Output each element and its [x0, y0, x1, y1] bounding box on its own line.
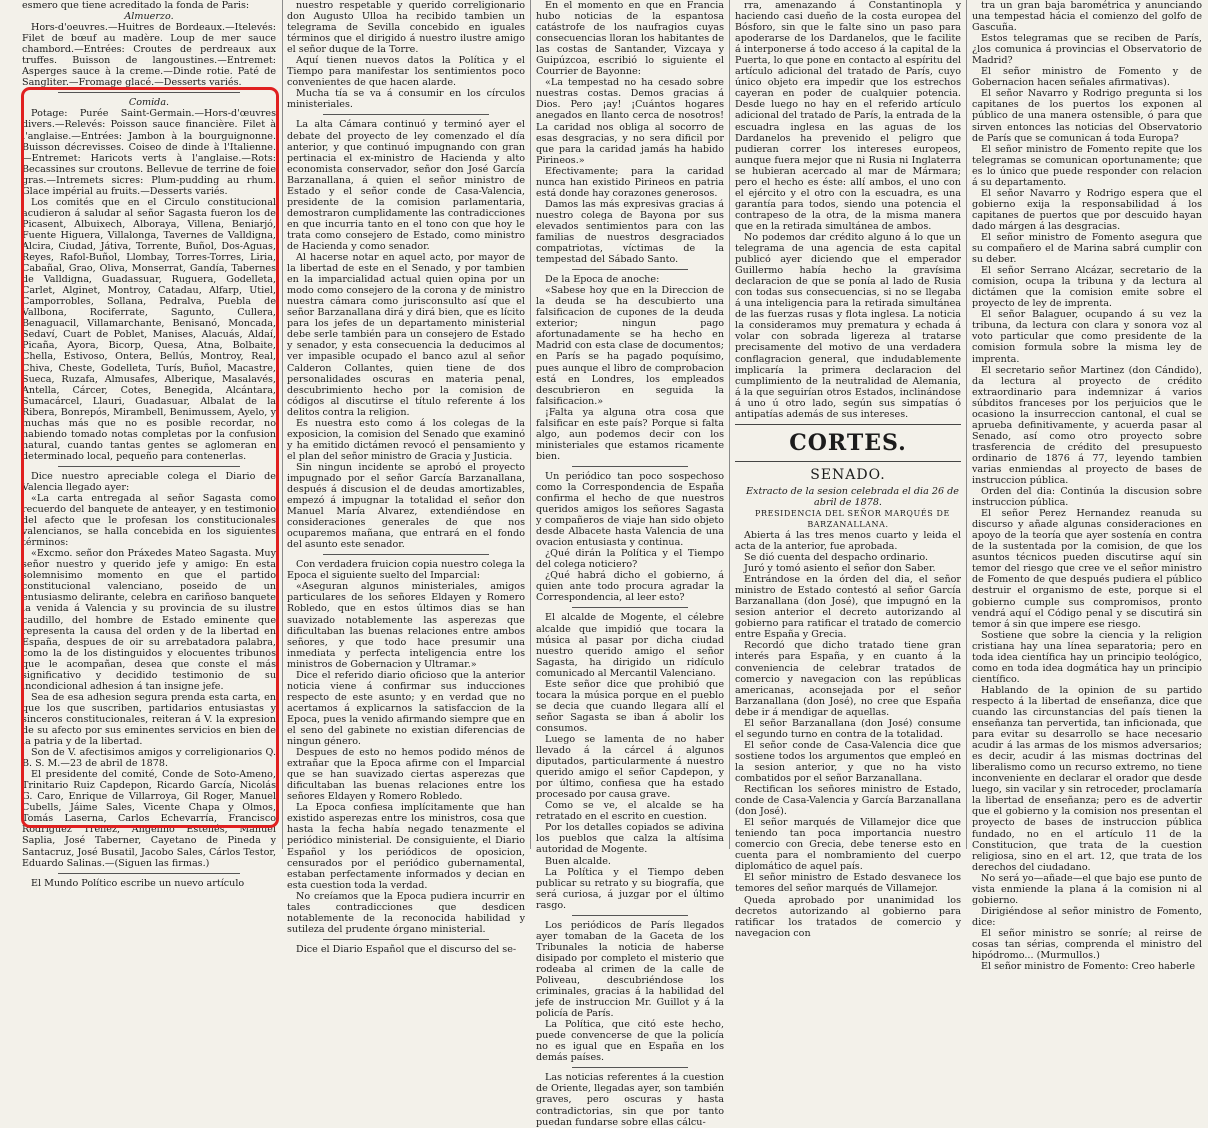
paragraph: rra, amenazando á Constantinopla y haciendo casi dueño de la costa europea del Bósforo, sin que le falte sino un paso para apoderarse de los Dardanelos, que le facilite á interponerse á todo acceso á la capital de la Puerta, lo que pone en contacto al espíritu del artículo adicional del tratado de París, cuyo único objeto era impedir que los estrechos cayeran en poder de cualquier potencia. Desde luego no hay en el referido artículo adicional del tratado de París, la entrada de la escuadra inglesa en las aguas de los Dardanelos ha prevenido el peligro que pudieran correr los intereses europeos, aunque fuera mejor que ni Rusia ni Inglaterra se hubieran acercado al mar de Mármara; pero el hecho es éste: allí ambos, el uno con el ejército y el otro con la escuadra, es una garantía para todos, siendo una potencia el contrapeso de la otra, de la misma manera que en la retirada simultánea de ambos.: [735, 0, 961, 232]
presidency-line: PRESIDENCIA DEL SEÑOR MARQUÉS DE BARZANALLANA.: [755, 508, 950, 529]
column-rule: [729, 0, 730, 849]
paragraph: Se dió cuenta del despacho ordinario.: [744, 552, 929, 564]
paragraph: El señor marqués de Villamejor dice que teniendo tan poca importancia nuestro comercio con Grecia, debe tenerse esto en cuenta para el nombramiento del cuerpo diplomático de aquel país.: [735, 817, 961, 873]
paragraph: Potage: Purée Saint-Germain.—Hors-d'œuvres divers.—Relevés: Poisson sauce financière. Filet à l'anglaise.—Entrées: Jambon à la bourguignonne. Buisson décrevisses. Coiseo de dinde à l'Italienne.—Entremet: Haricots verts à l'anglaise.—Rots: Becassines sur croutons. Bellevue de terrine de foie gras.—Intremets sicres: Plum-pudding au rhum. Glace impérial au fruits.—Desserts variés.: [22, 108, 276, 197]
paragraph: No podemos dar crédito alguno á lo que un telegrama de una agencia de esta capital publicó ayer diciendo que el emperador Guillermo había hecho la gravísima declaracion de que se ponía al lado de Rusia con todas sus consecuencias, si no se llegaba á una inteligencia para la retirada simultánea de las fuerzas rusas y flota inglesa. La noticia la consideramos muy prematura y echada á volar con sobrada ligereza al tratarse precisamente del motivo de una verdadera conflagracion general, que indudablemente implicaría la primera declaracion del cumplimiento de la neutralidad de Alemania, á la que seguirían otros Estados, inclinándose á uno ú otro lado, según sus simpatías ó antipatías además de sus intereses.: [735, 231, 961, 420]
divider: [323, 939, 489, 940]
paragraph: Dice el referido diario oficioso que la anterior noticia viene á confirmar sus inducciones respecto de este asunto; y en verdad que no acertamos á explicarnos la satisfaccion de la Epoca, pues la venido afirmando siempre que en el seno del gabinete no existian diferencias de ningun género.: [287, 669, 525, 748]
paragraph: «La tempestad no ha cesado sobre nuestras costas. Demos gracias á Dios. Pero ¡ay! ¡Cuántos hogares anegados en llanto cerca de nosotros! La caridad nos obliga al socorro de esas desgracias, y no sera dificil por que para la caridad jamás ha habido Pirineos.»: [536, 77, 724, 166]
paragraph: Recordó que dicho tratado tiene gran interés para España, y en cuanto á la conveniencia de celebrar tratados de comercio y navegacion con las repúblicas americanas, aconsejada por el señor Barzanallana (don José), no cree que España debe ir á mendigar de aquellas.: [735, 640, 961, 718]
paragraph: Queda aprobado por unanimidad los decretos autorizando al gobierno para ratificar los tratados de comercio y navegacion con: [735, 894, 961, 939]
column-3: [536, 0, 724, 1128]
paragraph: El señor ministro de Fomento y de Gobernacion hacen señales afirmativas).: [972, 66, 1202, 89]
paragraph: Dirigiéndose al señor ministro de Fomento, dice:: [972, 905, 1202, 928]
paragraph: Efectivamente; para la caridad nunca han existido Pirineos en patria está donde hay corazones generosos.: [536, 165, 724, 199]
paragraph: Estos telegramas que se reciben de París, ¿los comunica á provincias el Observatorio de Madrid?: [972, 33, 1202, 67]
paragraph: El señor ministro de Fomento asegura que su compañero el de Marina sabrá cumplir con su deber.: [972, 231, 1202, 266]
paragraph: El señor Navarro y Rodrigo espera que el gobierno exija la responsabilidad á los capitanes de puertos que por descuido hayan dado márgen á las desgracias.: [972, 187, 1202, 232]
paragraph: Aquí tienen nuevos datos la Política y el Tiempo para manifestar los sentimientos poco convenientes de que hacen alarde.: [287, 55, 525, 89]
paragraph: De la Epoca de anoche:: [545, 274, 660, 286]
paragraph: Este señor dice que prohibió que tocara la música porque en el pueblo se decia que cuando llegara allí el señor Sagasta se iban á abolir los consumos.: [536, 678, 724, 734]
paragraph: Al hacerse notar en aquel acto, por mayor de la libertad de este en el Senado, y por tambien en la imparcialidad actual quien opina por un modo como consejero de la corona y de ministro nuestra cámara como jurisconsulto así que el señor Barzanallana dirá y dirá bien, que es lícito para los jefes de un departamento ministerial debe serle también para un consejero de Estado y senador, y esta consecuencia la deducimos al ver impasible ocupado el banco azul al señor Calderon Collantes, quien tiene de dos personalidades oscuras en materia penal, descubrimiento hecho por la comision de códigos al discutirse el título referente á los delitos contra la religion.: [287, 252, 525, 418]
paragraph: «Sabese hoy que en la Direccion de la deuda se ha descubierto una falsificacion de cupones de la deuda exterior; ningun pago afortunadamente se ha hecho en Madrid con esta clase de documentos; en París se ha pagado poquísimo, pues aunque el libro de comprobacion está en Londres, los empleados descubrieron en seguida la falsificacion.»: [536, 285, 724, 407]
divider: [572, 466, 688, 467]
paragraph: En el momento en que en Francia hubo noticias de la espantosa catástrofe de los naufragios cuyas consecuencias lloran los habitantes de las costas de Santander, Vizcaya y Guipúzcoa, escribió lo siguiente el Courrier de Bayonne:: [536, 0, 724, 78]
divider: [323, 114, 489, 115]
paragraph: El alcalde de Mogente, el célebre alcalde que impidió que tocara la música al pasar por dicha ciudad nuestro querido amigo el señor Sagasta, ha dirigido un ridículo comunicado al Mercantil Valenciano.: [536, 612, 724, 679]
divider: [572, 915, 688, 916]
paragraph: El señor Navarro y Rodrigo pregunta si los capitanes de los puertos los exponen al público de una manera ostensible, ó para que sirven entonces las noticias del Observatorio de París que se comunican á toda Europa?: [972, 88, 1202, 144]
paragraph: El presidente del comité, Conde de Soto-Ameno, Trinitario Ruiz Capdepon, Ricardo García, Nicolás G. Caro, Enrique de Villarroya, Gil Roger, Manuel Cubells, Jáime Sales, Vicente Chapa y Olmos, Tomás Laserna, Carlos Echevarría, Francisco Rodriguez Trellez, Angelino Estellés, Manuel Saplia, José Taberner, Cayetano de Pineda y Santacruz, José Busatil, Jacobo Sales, Cárlos Testor, Eduardo Salinas.—(Siguen las firmas.): [22, 769, 276, 869]
divider: [572, 269, 688, 270]
almuerzo-menu: Hors-d'oeuvres.—Huitres de Bordeaux.—Itelevés: Filet de bœuf au madère. Loup de mer sauce chambord.—Entrées: Croutes de perdreaux aux truffes. Buisson de langoustines.—Entremet: Asperges sauce à la creme.—Dinde rotie. Paté de Sangliter.—Fromage glacé.—Desserts variés.: [22, 22, 276, 89]
paragraph: Sostiene que sobre la ciencia y la religion cristiana hay una línea separatoria; pero en toda idea científica hay un principio teológico, como en toda idea dogmática hay un principio científico.: [972, 629, 1202, 685]
paragraph: Despues de esto no hemos podido ménos de extrañar que la Epoca afirme con el Imparcial que se han suavizado ciertas asperezas que dificultaban las buenas relaciones entre los señores Eldayen y Romero Robledo.: [287, 747, 525, 803]
paragraph: «Excmo. señor don Práxedes Mateo Sagasta. Muy señor nuestro y querido jefe y amigo: En esta solemnisimo momento en que el partido constitucional valenciano, poseido de un entusiasmo delirante, celebra en cariñoso banquete la venida á Valencia y su provincia de su ilustre caudillo, del hombre de Estado eminente que representa la causa del orden y de la libertad en España, despues de oir su arrebatadora palabra, como la de los distinguidos y elocuentes tribunos que le acompañan, desea que conste el más significativo y decidido testimonio de su incondicional adhesion á tan insigne jefe.: [22, 548, 276, 692]
paragraph: «Aseguran algunos ministeriales, amigos particulares de los señores Eldayen y Romero Robledo, que en estos últimos dias se han suavizado notablemente las asperezas que dificultaban las buenas relaciones entre ambos señores, y que todo hace presumir una inmediata y perfecta inteligencia entre los ministros de Gobernacion y Ultramar.»: [287, 581, 525, 670]
paragraph: ¡Falta ya alguna otra cosa que falsificar en este país? Porque si falta algo, aun podemos decir con los ministeriales que estamos ricamente bien.: [536, 406, 724, 462]
paragraph: El secretario señor Martinez (don Cándido), da lectura al proyecto de crédito extraordinario para indemnizar á varios súbditos franceses por los perjuicios que le ocasiono la insurreccion cantonal, el cual se aprueba definitivamente, y acuerda pasar al Senado, así como otro proyecto sobre trasferencia de crédito del presupuesto ordinario de 1876 á 77, leyendo tambien varias enmiendas al proyecto de bases de instruccion pública.: [972, 364, 1202, 487]
paragraph: El señor Balaguer, ocupando á su vez la tribuna, da lectura con clara y sonora voz al voto particular que como presidente de la comision formula sobre la misma ley de imprenta.: [972, 309, 1202, 365]
divider: [572, 607, 688, 608]
paragraph: Las noticias referentes á la cuestion de Oriente, llegadas ayer, son también graves, pero oscuras y hasta contradictorias, sin que por tanto puedan fundarse sobre ellas cálcu-: [536, 1072, 724, 1128]
paragraph: Damos las más expresivas gracias á nuestro colega de Bayona por sus elevados sentimientos para con las familias de nuestros desgraciados compatriotas, víctimas de la tempestad del Sábado Santo.: [536, 198, 724, 266]
paragraph: La Política, que citó este hecho, puede convencerse de que la policía no es igual que en España en los demás países.: [536, 1019, 724, 1064]
paragraph: El señor ministro de Fomento: Creo haberle: [981, 961, 1196, 973]
paragraph: ¿Qué dirán la Política y el Tiempo del colega noticiero?: [536, 548, 724, 571]
paragraph: El señor ministro de Estado desvanece los temores del señor marqués de Villamejor.: [735, 872, 961, 895]
divider: [58, 92, 240, 93]
session-extract: Extracto de la sesion celebrada el dia 26 de abril de 1878.: [746, 485, 959, 508]
divider: [58, 873, 240, 874]
paragraph: Dice el Diario Español que el discurso del se-: [296, 943, 517, 955]
column-1: [22, 0, 276, 889]
paragraph: El señor ministro se sonríe; al reirse de cosas tan sérias, comprenda el ministro del hipódromo... (Murmullos.): [972, 927, 1202, 962]
paragraph: Los comités que en el Circulo constitucional acudieron á saludar al señor Sagasta fueron los de Picasent, Albuixech, Alboraya, Villena, Beniarjó, Fuente Higuera, Villalonga, Tavernes de Valldigna, Alcira, Ciudad, Játiva, Torrente, Buñol, Dos-Aguas, Reyes, Rafol-Buñol, Llombay, Torres-Torres, Liria, Cabañal, Grao, Oliva, Monserrat, Gandía, Tabernes de Valldigna, Guadassuar, Ruguera, Godelleta, Carlet, Alginet, Montroy, Catadau, Alfarp, Utiel, Camporrobles, Sollana, Pedralva, Puebla de Vallbona, Rociferrate, Sagunto, Cullera, Benaguacil, Villamarchante, Benisanó, Moncada, Sedaví, Cuart de Poblet, Manises, Alacuás, Aldaí, Picaña, Ayora, Bicorp, Quesa, Atna, Bolbaite, Chella, Estivoso, Ontera, Bellús, Montroy, Real, Chiva, Cheste, Godelleta, Turís, Buñol, Macastre, Sueca, Ruzafa, Almusafes, Alberique, Masalavés, Antella, Cárcer, Cotes, Benegida, Alcántara, Sumacárcel, Llauri, Guadasuar, Albalat de la Ribera, Bonrepós, Mirambell, Benimussem, Ayelo, y muchas más que no es posible recordar, no habiendo tomado notas completas por la confusion natural, cuando tantas gentes se aglomeran en determinado local, pequeño para contenerlas.: [22, 196, 276, 462]
paragraph: Buen alcalde.: [545, 855, 611, 867]
paragraph: La Política y el Tiempo deben publicar su retrato y su biografía, que será curiosa, á juzgar por el último rasgo.: [536, 866, 724, 911]
paragraph: El Mundo Político escribe un nuevo artículo: [31, 877, 245, 889]
paragraph: El señor Serrano Alcázar, secretario de la comision, ocupa la tribuna y da lectura al dictámen que la comision emite sobre el proyecto de ley de imprenta.: [972, 265, 1202, 310]
paragraph: Un periódico tan poco sospechoso como la Correspondencia de España confirma el hecho de que nuestros queridos amigos los señores Sagasta y compañeros de viaje han sido objeto desde Albacete hasta Valencia de una ovacion entusiasta y continua.: [536, 470, 724, 549]
paragraph: Los periódicos de París llegados ayer tomaban de la Gaceta de los Tribunales la noticia de haberse disipado por completo el misterio que rodeaba al crimen de la calle de Poliveau, descubriéndose los criminales, gracias á la habilidad del jefe de instruccion Mr. Guillot y á la policía de París.: [536, 919, 724, 1020]
paragraph: La alta Cámara continuó y terminó ayer el debate del proyecto de ley comenzado el día anterior, y que continuó impugnando con gran pertinacia el ex-ministro de Hacienda y alto economista conservador, señor don José García Barzanallana, á quien el señor ministro de Estado y el señor conde de Casa-Valencia, presidente de la comision parlamentaria, demostraron cumplidamente las contradicciones en que incurria tanto en el tono con que hoy le trata como consejero de Estado, como ministro de Hacienda y como senador.: [287, 119, 525, 252]
paragraph: El señor ministro de Fomento repite que los telegramas se comunican oportunamente; que es lo único que puede responder con relacion á su departamento.: [972, 143, 1202, 188]
divider: [735, 424, 961, 425]
divider: [572, 1067, 688, 1068]
paragraph: Son de V. afectisimos amigos y correligionarios Q. B. S. M.—23 de abril de 1878.: [22, 747, 276, 770]
paragraph: El señor conde de Casa-Valencia dice que sostiene todos los argumentos que empleó en la sesion anterior, y que no ha visto combatidos por el señor Barzanallana.: [735, 739, 961, 784]
cortes-heading: CORTES.: [789, 429, 907, 456]
column-rule: [530, 0, 531, 849]
paragraph: Juró y tomó asiento el señor don Saber.: [744, 563, 936, 575]
divider: [735, 461, 961, 462]
senado-heading: SENADO.: [810, 466, 886, 483]
col1-top: esmero que tiene acreditado la fonda de Paris:: [22, 0, 250, 11]
paragraph: Es nuestra esto como á los colegas de la exposicion, la comision del Senado que examinó y ha emitido dictámen revocó el pensamiento y el plan del señor ministro de Gracia y Justicia.: [287, 417, 525, 462]
column-rule: [282, 0, 283, 849]
column-5: [972, 0, 1202, 973]
paragraph: Dice nuestro apreciable colega el Diario de Valencia llegado ayer:: [22, 470, 276, 493]
paragraph: Como se ve, el alcalde se ha retratado en el escrito en cuestion.: [536, 800, 724, 823]
paragraph: Rectifican los señores ministro de Estado, conde de Casa-Valencia y García Barzanallana (don José).: [735, 784, 961, 818]
paragraph: El señor Perez Hernandez reanuda su discurso y añade algunas consideraciones en apoyo de la teoría que ayer sostenía en contra de la sustentada por la comision, de que los asuntos técnicos pueden discutirse aquí sin temor del riesgo que cree ve el señor ministro de Fomento de que después pudiera el público destruir el organismo de este, porque si el gobierno cumple sus compromisos, pronto vendrá aquí el Código penal y se discutirá sin temor á sin que impere ese riesgo.: [972, 508, 1202, 630]
divider: [58, 466, 240, 467]
paragraph: Hablando de la opinion de su partido respecto á la libertad de enseñanza, dice que cuando las circunstancias del país tienen la enseñanza tan pervertida, tan inficionada, que para evitar su desarrollo se hace necesario acudir á las armas de los mismos adversarios; es decir, acudir á las mismas doctrinas del liberalismo como un recurso extremo, no tiene inconveniente en declarar el orador que desde luego, sin vacilar y sin retroceder, proclamaría la libertad de enseñanza; pero es de advertir que el gobierno y la comision nos presentan el proyecto de bases de instruccion pública fundado, no en el artículo 11 de la Constitucion, que trata de la cuestion religiosa, sino en el art. 12, que trata de los derechos del ciudadano.: [972, 684, 1202, 873]
paragraph: tra un gran baja barométrica y anunciando una tempestad hácia el comienzo del golfo de Gascuña.: [972, 0, 1202, 34]
divider: [323, 554, 489, 555]
column-4: [735, 0, 961, 939]
paragraph: No será yo—añade—el que bajo ese punto de vista enmiende la plana á la comision ni al gobierno.: [972, 872, 1202, 906]
paragraph: Con verdadera fruicion copia nuestro colega la Epoca el siguiente suelto del Imparcial:: [287, 559, 525, 582]
comida-heading: Comida.: [128, 97, 170, 109]
paragraph: Entrándose en la órden del dia, el señor ministro de Estado contestó al señor García Barzanallana (don José), que impugnó en la sesion anterior el decreto autorizando al gobierno para ratificar el tratado de comercio entre España y Grecia.: [735, 574, 961, 641]
paragraph: Luego se lamenta de no haber llevado á la cárcel á algunos diputados, particularmente á nuestro querido amigo el señor Capdepon, y por último, confiesa que ha estado procesado por causa grave.: [536, 734, 724, 801]
paragraph: La Epoca confiesa implícitamente que han existido asperezas entre los ministros, cosa que hasta la fecha había negado tenazmente el periódico ministerial. De consiguiente, el Diario Español y los periódicos de oposicion, censurados por el periódico gubernamental, estaban perfectamente informados y decian en esta cuestion toda la verdad.: [287, 802, 525, 891]
paragraph: Sea de esa adhesion segura prenda esta carta, en que los que suscriben, partidarios entusiastas y sinceros constitucionales, reiteran á V. la expresion de su afecto por sus eminentes servicios en bien de la patria y de la libertad.: [22, 691, 276, 748]
paragraph: ¿Qué habrá dicho el gobierno, á quien ante todo procura agradar la Correspondencia, al leer esto?: [536, 570, 724, 604]
paragraph: Orden del dia: Continúa la discusion sobre instruccion pública.: [972, 486, 1202, 509]
paragraph: Mucha tía se va á consumir en los círculos ministeriales.: [287, 88, 525, 111]
paragraph: nuestro respetable y querido correligionario don Augusto Ulloa ha recibido tambien un telegrama de Sevilla concebido en iguales términos que el dirigido á nuestro ilustre amigo el señor duque de la Torre.: [287, 0, 525, 56]
column-rule: [966, 0, 967, 849]
paragraph: Sin ningun incidente se aprobó el proyecto impugnado por el señor García Barzanallana, después á discusion el de deudas amortizables, empezó á impugnar la totalidad el señor don Manuel María Alvarez, extendiéndose en consideraciones generales de que nos ocuparemos mañana, que entrará en el fondo del asunto este senador.: [287, 461, 525, 551]
paragraph: El señor Barzanallana (don José) consume el segundo turno en contra de la totalidad.: [735, 717, 961, 740]
paragraph: Abierta á las tres menos cuarto y leida el acta de la anterior, fue aprobada.: [735, 529, 961, 553]
paragraph: No creíamos que la Epoca pudiera incurrir en tales contradicciones que desdicen notablemente de la reconocida habilidad y sutileza del prudente órgano ministerial.: [287, 890, 525, 935]
paragraph: «La carta entregada al señor Sagasta como recuerdo del banquete de anteayer, y en testimonio del afecto que le profesan los constitucionales valencianos, se halla concebida en los siguientes términos:: [22, 493, 276, 549]
almuerzo-heading: Almuerzo.: [124, 11, 174, 23]
column-2: [287, 0, 525, 955]
paragraph: Por los detalles copiados se adivina los pueblos que calza la altísima autoridad de Mogente.: [536, 822, 724, 856]
